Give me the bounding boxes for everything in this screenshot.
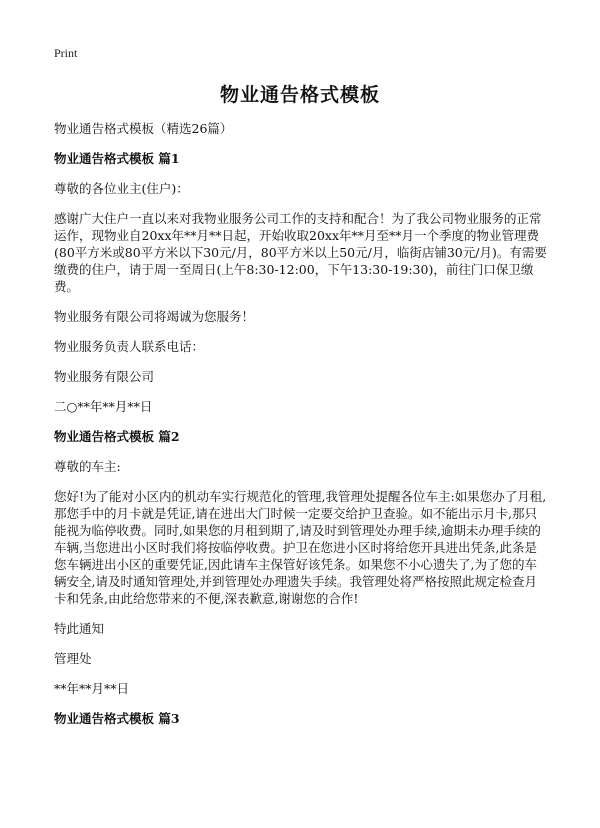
closing-line-1: 物业服务有限公司将竭诚为您服务！ [54,309,255,324]
section-heading-3: 物业通告格式模板 篇3 [54,711,180,726]
salutation-2: 尊敬的车主: [54,459,121,474]
signature-company: 物业服务有限公司 [54,369,155,384]
signature-office: 管理处 [54,651,92,666]
notice-body-2: 您好!为了能对小区内的机动车实行规范化的管理,我管理处提醒各位车主:如果您办了月租,那您手中的月卡就是凭证,请在进出大门时候一定要交给护卫查验。如不能出示月卡,那只能视为临停收费。同时,如果您的月租到期了,请及时到管理处办理手续,逾期未办理手续的车辆,当您进出小区时我们将按临停收费。护卫在您进小区时将给您开具进出凭条,此条是您车辆进出小区的重要凭证,因此请车主保管好该凭条。如果您不小心遗失了,为了您的车辆安全,请及时通知管理处,并到管理处办理遗失手续。我管理处将严格按照此规定检查月卡和凭条,由此给您带来的不便,深表歉意,谢谢您的合作! [54,489,547,606]
notice-closing: 特此通知 [54,621,105,636]
date-line-1: 二○**年**月**日 [54,399,153,414]
print-label[interactable]: Print [54,46,78,60]
contact-line: 物业服务负责人联系电话： [54,339,205,354]
notice-body-1: 感谢广大住户一直以来对我物业服务公司工作的支持和配合！为了我公司物业服务的正常运作，现物业自20xx年**月**日起，开始收取20xx年**月至**月一个季度的物业管理费(80平方米或80平方米以下30元/月，80平方米以上50元/月，临街店铺30元/月)。有需要缴费的住户，请于周一至周日(上午8:30-12:00，下午13:30-19:30)，前往门口保卫缴费。 [54,211,547,294]
document-body [54,120,549,740]
section-heading-2: 物业通告格式模板 篇2 [54,429,180,444]
document-title: 物业通告格式模板 [219,84,380,106]
date-line-2: **年**月**日 [54,681,130,696]
document-subtitle: 物业通告格式模板（精选26篇） [54,121,233,136]
salutation-1: 尊敬的各位业主(住户)： [54,181,189,196]
section-heading-1: 物业通告格式模板 篇1 [54,151,180,166]
